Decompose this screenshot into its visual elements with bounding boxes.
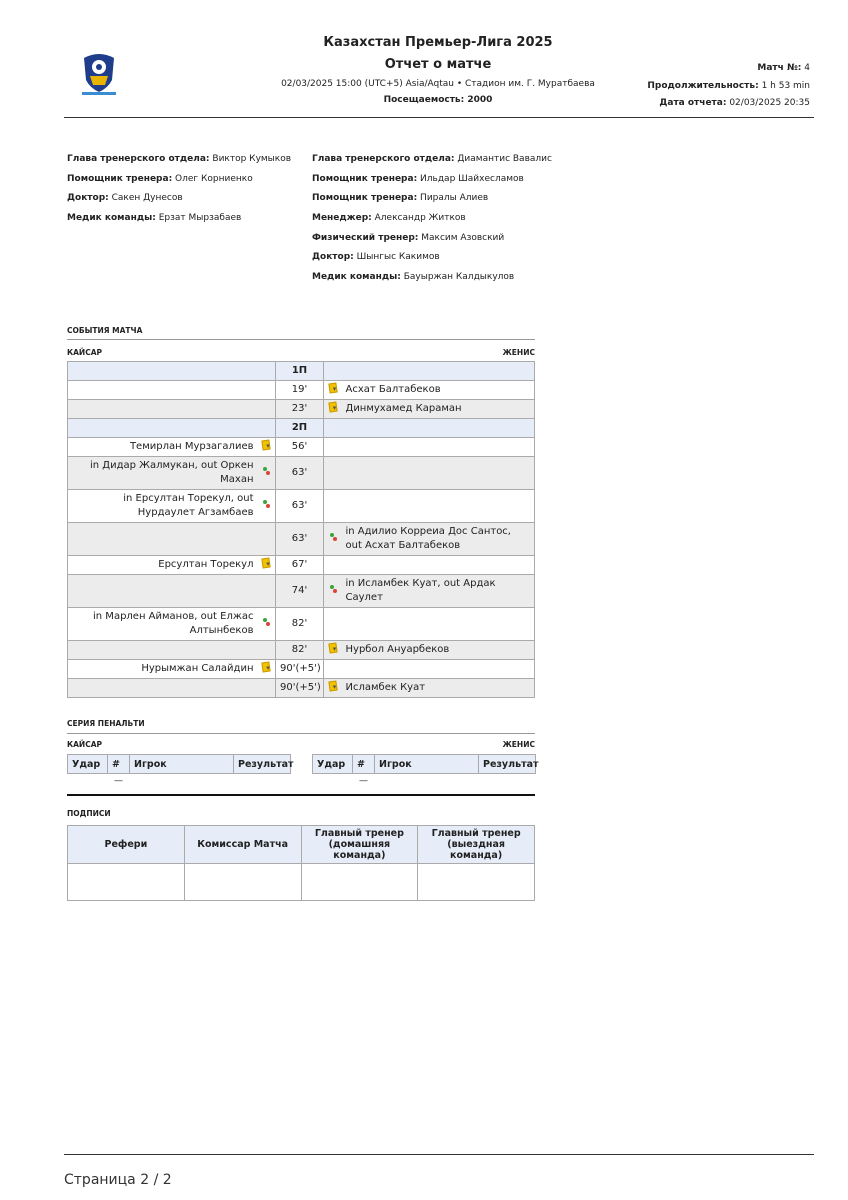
home-event-icon-cell: [258, 608, 276, 641]
staff-row: [312, 251, 552, 271]
staff-name: Ильдар Шайхесламов: [420, 173, 524, 184]
match-number-label: Матч №:: [757, 63, 802, 73]
period-away-blank: [324, 362, 535, 381]
staff-row: [312, 153, 552, 173]
match-info: 02/03/2025 15:00 (UTC+5) Asia/Aqtau • Стадион им. Г. Муратбаева: [281, 79, 595, 89]
event-row: [68, 490, 535, 523]
yellow-card-icon: [328, 643, 338, 653]
event-row: [68, 400, 535, 419]
staff-role: Помощник тренера:: [312, 173, 418, 184]
away-event: [342, 490, 535, 523]
penalties-away-team: ЖЕНИС: [502, 740, 535, 749]
footer-divider: [64, 1154, 814, 1155]
away-event: [342, 556, 535, 575]
event-row: [68, 457, 535, 490]
away-event: Исламбек Куат: [342, 679, 535, 698]
yellow-card-icon: [328, 681, 338, 691]
away-event: [342, 438, 535, 457]
away-staff-list: [312, 153, 552, 291]
staff-role: Глава тренерского отдела:: [67, 154, 210, 164]
report-subtitle: Отчет о матче: [384, 57, 492, 72]
event-row: [68, 575, 535, 608]
substitution-icon: [261, 466, 271, 476]
home-staff-list: [67, 153, 291, 232]
staff-name: Олег Корниенко: [175, 173, 253, 184]
period-label: 1П: [276, 362, 324, 381]
yellow-card-icon: [261, 558, 271, 568]
events-away-team: ЖЕНИС: [502, 348, 535, 357]
duration-label: Продолжительность:: [647, 81, 759, 91]
home-event-icon-cell: [258, 457, 276, 490]
penalties-section-label: СЕРИЯ ПЕНАЛЬТИ: [67, 719, 145, 728]
home-event-icon-cell: [258, 381, 276, 400]
away-event: Динмухамед Караман: [342, 400, 535, 419]
match-number-value: 4: [804, 63, 810, 73]
home-event-icon-cell: [258, 575, 276, 608]
pen-empty-marker: —: [359, 776, 368, 786]
header-divider: [64, 117, 814, 118]
period-header-row: [68, 419, 535, 438]
event-row: [68, 608, 535, 641]
staff-role: Доктор:: [67, 193, 109, 204]
home-event: [68, 641, 258, 660]
event-row: [68, 523, 535, 556]
staff-role: Медик команды:: [67, 213, 156, 224]
duration-value: 1 h 53 min: [761, 81, 810, 91]
sig-col-commissioner: Комиссар Матча: [184, 826, 301, 864]
substitution-icon: [328, 584, 338, 594]
staff-name: Пиралы Алиев: [420, 193, 489, 204]
pen-col-kick: Удар: [68, 755, 108, 774]
away-event-icon-cell: [324, 660, 342, 679]
yellow-card-icon: [261, 662, 271, 672]
event-minute: 19': [276, 381, 324, 400]
home-event-icon-cell: [258, 400, 276, 419]
sig-cell-home-coach[interactable]: [301, 864, 418, 901]
away-event-icon-cell: [324, 641, 342, 660]
report-date: [659, 98, 810, 108]
period-away-blank: [324, 419, 535, 438]
attendance-value: 2000: [467, 95, 493, 105]
home-penalty-table: [67, 754, 294, 788]
home-event: [68, 400, 258, 419]
event-minute: 74': [276, 575, 324, 608]
away-event: [342, 457, 535, 490]
event-minute: 63': [276, 457, 324, 490]
home-event-icon-cell: [258, 438, 276, 457]
event-row: [68, 660, 535, 679]
staff-row: [67, 212, 291, 232]
staff-row: [312, 173, 552, 193]
away-penalty-table: [312, 754, 539, 788]
away-event: in Адилио Корреиа Дос Сантос, out Асхат Балтабеков: [342, 523, 535, 556]
away-event-icon-cell: [324, 679, 342, 698]
penalties-home-team: КАЙСАР: [67, 740, 103, 749]
events-section-label: СОБЫТИЯ МАТЧА: [67, 326, 143, 335]
staff-role: Менеджер:: [312, 213, 372, 224]
page-number: Страница 2 / 2: [64, 1172, 172, 1188]
staff-row: [312, 212, 552, 232]
home-event: [68, 575, 258, 608]
home-event: [68, 381, 258, 400]
staff-role: Помощник тренера:: [67, 173, 173, 184]
match-number: [757, 63, 810, 73]
substitution-icon: [328, 532, 338, 542]
event-row: [68, 556, 535, 575]
report-title: Казахстан Премьер-Лига 2025: [323, 35, 553, 50]
pen-col-result: Результат: [479, 755, 536, 774]
period-label: 2П: [276, 419, 324, 438]
staff-name: Ерзат Мырзабаев: [158, 213, 242, 224]
period-home-blank: [68, 419, 276, 438]
home-event-icon-cell: [258, 556, 276, 575]
staff-row: [312, 271, 552, 291]
pen-col-player: Игрок: [130, 755, 234, 774]
home-event: Нурымжан Салайдин: [68, 660, 258, 679]
yellow-card-icon: [328, 383, 338, 393]
staff-role: Медик команды:: [312, 272, 401, 283]
event-row: [68, 381, 535, 400]
staff-name: Диамантис Вавалис: [457, 154, 552, 164]
home-event: in Дидар Жалмукан, out Оркен Махан: [68, 457, 258, 490]
events-divider: [67, 339, 535, 340]
period-home-blank: [68, 362, 276, 381]
staff-name: Виктор Кумыков: [212, 154, 292, 164]
staff-name: Шынгыс Какимов: [356, 252, 440, 263]
staff-role: Физический тренер:: [312, 232, 419, 243]
staff-row: [312, 192, 552, 212]
sig-col-referee: Рефери: [68, 826, 185, 864]
event-minute: 90'(+5'): [276, 679, 324, 698]
period-header-row: [68, 362, 535, 381]
away-event: Асхат Балтабеков: [342, 381, 535, 400]
pen-empty-marker: —: [114, 776, 123, 786]
event-row: [68, 679, 535, 698]
penalties-divider: [67, 733, 535, 734]
away-event-icon-cell: [324, 438, 342, 457]
home-event: [68, 523, 258, 556]
event-minute: 23': [276, 400, 324, 419]
event-row: [68, 438, 535, 457]
staff-name: Сакен Дунесов: [111, 193, 183, 204]
home-event-icon-cell: [258, 490, 276, 523]
home-event: Темирлан Мурзагалиев: [68, 438, 258, 457]
report-date-label: Дата отчета:: [659, 98, 727, 108]
staff-name: Максим Азовский: [421, 232, 505, 243]
attendance-label: Посещаемость:: [383, 95, 465, 105]
events-table: [67, 361, 535, 698]
staff-role: Глава тренерского отдела:: [312, 154, 455, 164]
yellow-card-icon: [328, 402, 338, 412]
away-event: Нурбол Ануарбеков: [342, 641, 535, 660]
sig-cell-referee[interactable]: [68, 864, 185, 901]
substitution-icon: [261, 499, 271, 509]
away-event-icon-cell: [324, 608, 342, 641]
signatures-table: [67, 825, 535, 901]
pen-col-kick: Удар: [313, 755, 353, 774]
away-event-icon-cell: [324, 523, 342, 556]
pen-col-result: Результат: [234, 755, 291, 774]
staff-row: [67, 173, 291, 193]
staff-name: Бауыржан Калдыкулов: [403, 272, 515, 283]
home-event-icon-cell: [258, 660, 276, 679]
event-minute: 90'(+5'): [276, 660, 324, 679]
yellow-card-icon: [261, 440, 271, 450]
pen-col-player: Игрок: [375, 755, 479, 774]
away-event-icon-cell: [324, 575, 342, 608]
pen-col-number: #: [353, 755, 375, 774]
event-minute: 63': [276, 490, 324, 523]
home-event: in Марлен Айманов, out Елжас Алтынбеков: [68, 608, 258, 641]
home-event-icon-cell: [258, 679, 276, 698]
event-minute: 63': [276, 523, 324, 556]
home-event: [68, 679, 258, 698]
staff-role: Помощник тренера:: [312, 193, 418, 204]
sig-col-home-coach: Главный тренер (домашняя команда): [301, 826, 418, 864]
home-event: in Ерсултан Торекул, out Нурдаулет Агзамбаев: [68, 490, 258, 523]
penalties-bottom-rule: [67, 794, 535, 796]
event-row: [68, 641, 535, 660]
staff-row: [312, 232, 552, 252]
event-minute: 56': [276, 438, 324, 457]
sig-cell-commissioner[interactable]: [184, 864, 301, 901]
pen-col-number: #: [108, 755, 130, 774]
staff-name: Александр Житков: [374, 213, 466, 224]
away-event-icon-cell: [324, 381, 342, 400]
home-event: Ерсултан Торекул: [68, 556, 258, 575]
signatures-section-label: ПОДПИСИ: [67, 809, 111, 818]
event-minute: 82': [276, 641, 324, 660]
away-event-icon-cell: [324, 400, 342, 419]
away-event-icon-cell: [324, 490, 342, 523]
staff-row: [67, 192, 291, 212]
match-duration: [647, 81, 810, 91]
away-event: in Исламбек Куат, out Ардак Саулет: [342, 575, 535, 608]
events-home-team: КАЙСАР: [67, 348, 103, 357]
sig-cell-away-coach[interactable]: [418, 864, 535, 901]
substitution-icon: [261, 617, 271, 627]
staff-row: [67, 153, 291, 173]
home-event-icon-cell: [258, 523, 276, 556]
home-event-icon-cell: [258, 641, 276, 660]
away-event: [342, 660, 535, 679]
event-minute: 67': [276, 556, 324, 575]
staff-role: Доктор:: [312, 252, 354, 263]
event-minute: 82': [276, 608, 324, 641]
away-event-icon-cell: [324, 457, 342, 490]
report-date-value: 02/03/2025 20:35: [729, 98, 810, 108]
away-event-icon-cell: [324, 556, 342, 575]
sig-col-away-coach: Главный тренер (выездная команда): [418, 826, 535, 864]
away-event: [342, 608, 535, 641]
